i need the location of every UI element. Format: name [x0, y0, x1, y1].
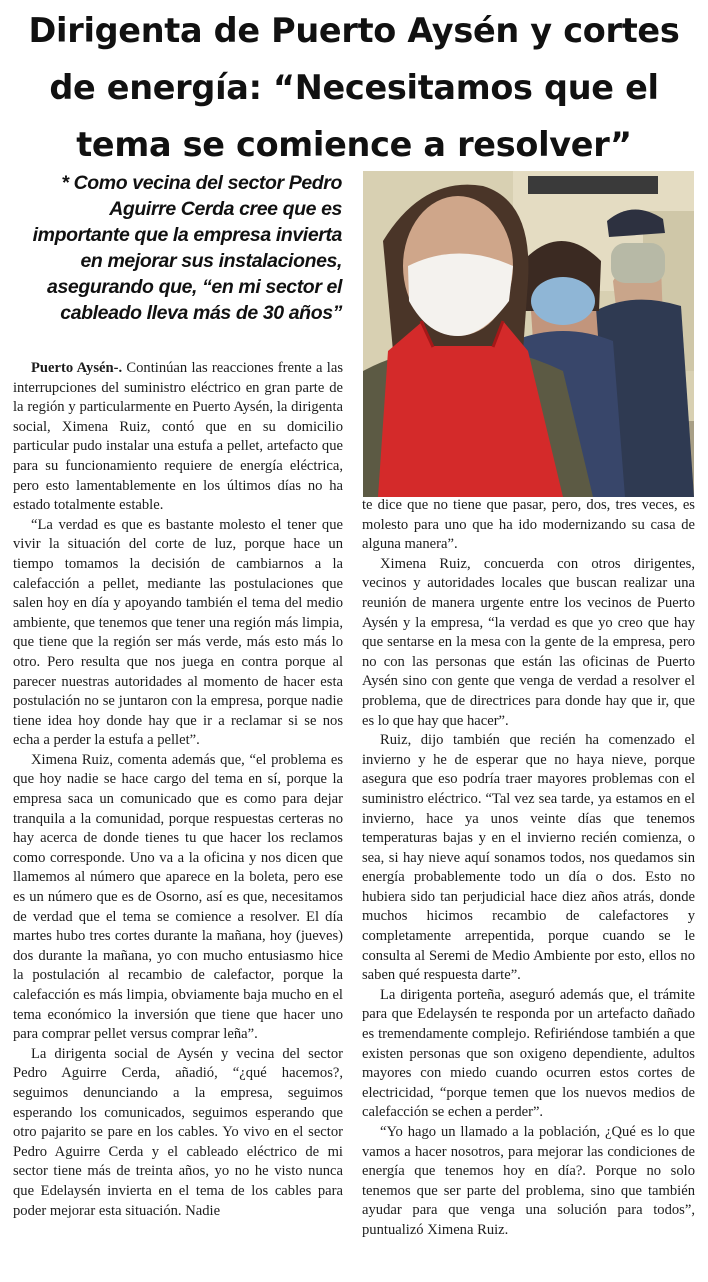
paragraph: La dirigenta social de Aysén y vecina del sector Pedro Aguirre Cerda, añadió, “¿qué hacemos?, seguimos denunciando a la empresa, seguimos esperando los comunicados, seguimos esperando que otro pajarito se pare en los cables. Yo vivo en el sector Pedro Aguirre Cerda y el cableado eléctrico de mi sector tiene más de treinta años, yo no he visto nunca que Edelaysén invierta en el tema de los cables para poder mejorar esta situación. Nadie — [13, 1045, 343, 1219]
paragraph — [13, 359, 343, 516]
article-body-left-column — [13, 359, 343, 1221]
dateline: Puerto Aysén-. — [31, 360, 123, 376]
paragraph: Ruiz, dijo también que recién ha comenzado el invierno y he de esperar que no haya nieve, porque asegura que eso podría traer mayores problemas con el suministro eléctrico. “Tal vez sea tarde, ya estamos en el invierno, hace ya unos veinte días que tenemos temperaturas bajas y en el invierno recién comienza, o sea, si hay nieve aquí sonamos todos, nos quedamos sin energía probablemente todo un día o dos. Esto no hubiera sido tan perjudicial hace diez años atrás, donde muchos hicimos recambio de calefactores y completamente arrepentida, porque cuando se le consulta al Seremi de Medio Ambiente por esto, ellos no saben qué respuesta darte”. — [362, 732, 695, 984]
photo-three-people-wearing-face-masks-icon — [363, 171, 694, 497]
paragraph: “La verdad es que es bastante molesto el tener que vivir la situación del corte de luz, porque hace un tiempo tomamos la decisión de cambiarnos a la calefacción a pellet, mediante las postulaciones que salen hoy en día y apoyando también el tema del medio ambiente, que tenemos que tener una región más limpia, que tiene que la región ser más verde, más esto más lo otro. Pero resulta que nos juega en contra porque al parecer nuestras autoridades al momento de hacer esta postulación no se juntaron con la empresa, porque nadie tiene idea hoy donde hay que ir a reclamar si se nos echa a perder la estufa a pellet”. — [13, 516, 343, 749]
article-body-right-column — [362, 496, 695, 1241]
article-photo — [363, 171, 694, 497]
headline: Dirigenta de Puerto Aysén y cortes de energía: “Necesitamos que el tema se comience a resolver” — [28, 11, 680, 164]
paragraph: Ximena Ruiz, concuerda con otros dirigentes, vecinos y autoridades locales que buscan realizar una reunión de manera urgente entre los vecinos de Puerto Aysén y la empresa, “la verdad es que yo creo que hay que sentarse en la mesa con la gente de la empresa, pero no con las personas que están las oficinas de Puerto Aysén sino con gente que venga de verdad a resolver el problema, que de directrices para donde hay que ir, que es lo que hay que hacer”. — [362, 555, 695, 729]
paragraph: Ximena Ruiz, comenta además que, “el problema es que hoy nadie se hace cargo del tema en sí, porque la empresa saca un comunicado que es como para dejar tranquila a la comunidad, porque respuestas certeras no hay acerca de donde tienes tu que hacer los reclamos como corresponde. Uno va a la oficina y nos dicen que llamemos al número que aparece en la boleta, pero ese es un número que es de Osorno, así es que, necesitamos de verdad que el tema se comience a resolver. El día martes hubo tres cortes durante la mañana, hoy (jueves) dos durante la mañana, yo con mucho entusiasmo hice la postulación al recambio de calefactor, porque la calefacción es más limpia, obviamente baja mucho en el tema económico la inversión que tiene que hacer uno para comprar pellet versus comprar leña”. — [13, 751, 343, 1043]
paragraph: “Yo hago un llamado a la población, ¿Qué es lo que vamos a hacer nosotros, para mejorar las condiciones de energía que tenemos hoy en día?. Porque no solo tenemos que ser parte del problema, sino que también ayudar para que venga una solución para todos”, puntualizó Ximena Ruiz. — [362, 1124, 695, 1238]
paragraph-text: Continúan las reacciones frente a las interrupciones del suministro eléctrico en gran parte de la región y particularmente en Puerto Aysén, la dirigenta social, Ximena Ruiz, contó que en su domicilio particular pudo instalar una estufa a pellet, artefacto que para su funcionamiento requiere de energía eléctrica, pero esto lamentablemente en los últimos días no ha estado totalmente estable. — [13, 360, 343, 514]
subheadline: * Como vecina del sector Pedro Aguirre Cerda cree que es importante que la empresa invierta en mejorar sus instalaciones, asegurando que, “en mi sector el cableado lleva más de 30 años” — [32, 172, 342, 324]
paragraph: La dirigenta porteña, aseguró además que, el trámite para que Edelaysén te responda por un artefacto dañado es tremendamente complejo. Refiriéndose también a que existen personas que son oxigeno dependiente, adultos mayores con miedo cuando ocurren estos cortes de electricidad, “porque temen que los nuevos medios de calefacción se echen a perder”. — [362, 986, 695, 1121]
paragraph-continuation: te dice que no tiene que pasar, pero, dos, tres veces, es molesto para uno que ha ido modernizando su casa de alguna manera”. — [362, 497, 695, 553]
